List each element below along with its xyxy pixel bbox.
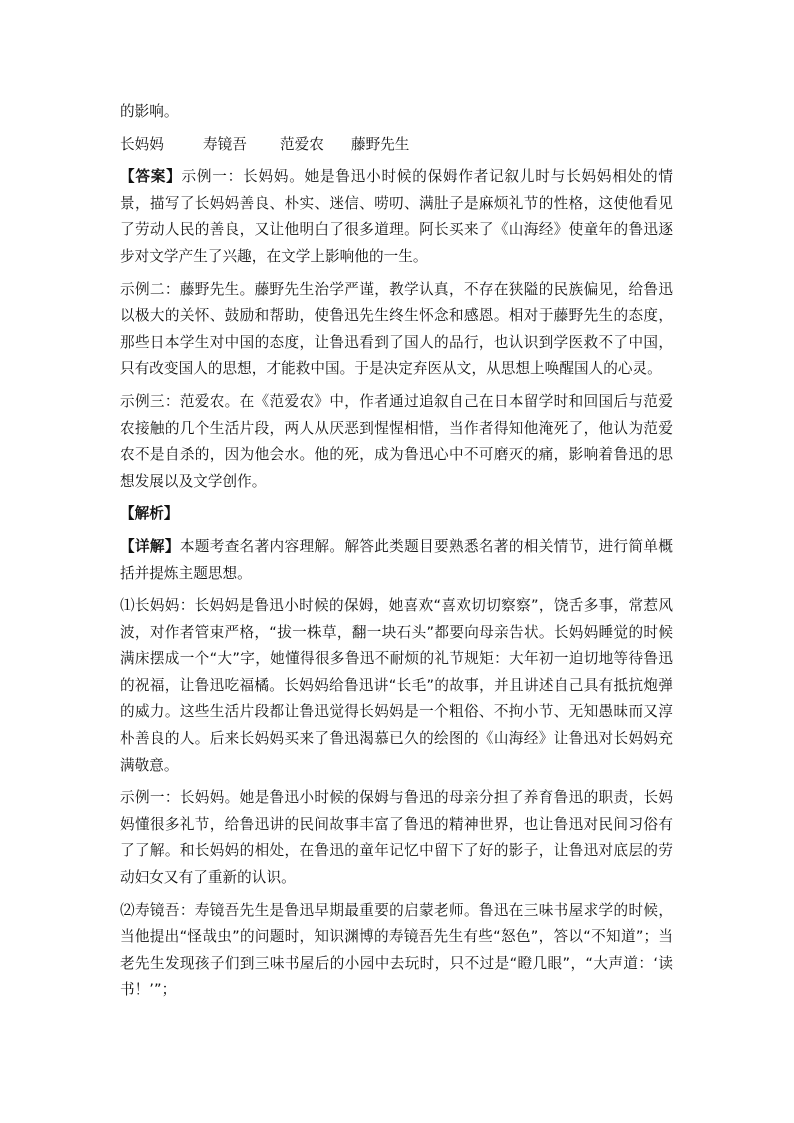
- analysis-label: 【解析】: [120, 505, 179, 523]
- analysis-item-1-example: 示例一：长妈妈。她是鲁迅小时候的保姆与鲁迅的母亲分担了养育鲁迅的职责，长妈妈懂很多礼节，给鲁迅讲的民间故事丰富了鲁迅的精神世界，也让鲁迅对民间习俗有了了解。和长妈妈的相处，在鲁迅的童年记忆中留下了好的影子，让鲁迅对底层的劳动妇女又有了重新的认识。: [120, 789, 673, 887]
- document-body: [120, 99, 673, 1010]
- intro-tail: 的影响。: [120, 103, 179, 120]
- analysis-detail-text: 本题考查名著内容理解。解答此类题目要熟悉名著的相关情节，进行简单概括并提炼主题思想。: [120, 537, 674, 582]
- name-changmama: 长妈妈: [120, 135, 164, 153]
- answer-example-3: 示例三：范爱农。在《范爱农》中，作者通过追叙自己在日本留学时和回国后与范爱农接触的几个生活片段，两人从厌恶到惺惺相惜，当作者得知他淹死了，他认为范爱农不是自杀的，因为他会水。他的死，成为鲁迅心中不可磨灭的痛，影响着鲁迅的思想发展以及文学创作。: [120, 392, 673, 490]
- analysis-item-1: ⑴长妈妈：长妈妈是鲁迅小时候的保姆，她喜欢“喜欢切切察察”，饶舌多事，常惹风波，对作者管束严格，“拔一株草，翻一块石头”都要向母亲告状。长妈妈睡觉的时候满床摆成一个“大”字，她懂得很多鲁迅不耐烦的礼节规矩：大年初一迫切地等待鲁迅的祝福，让鲁迅吃福橘。长妈妈给鲁迅讲“长毛”的故事，并且讲述自己具有抵抗炮弹的威力。这些生活片段都让鲁迅觉得长妈妈是一个粗俗、不拘小节、无知愚昧而又淳朴善良的人。后来长妈妈买来了鲁迅渴慕已久的绘图的《山海经》让鲁迅对长妈妈充满敬意。: [120, 597, 673, 774]
- answer-example-1: [120, 164, 673, 270]
- answer-example-1-text: 示例一：长妈妈。她是鲁迅小时候的保姆作者记叙儿时与长妈妈相处的情景，描写了长妈妈善良、朴实、迷信、唠叨、满肚子是麻烦礼节的性格，这使他看见了劳动人民的善良，又让他明白了很多道理。阿长买来了《山海经》使童年的鲁迅逐步对文学产生了兴趣，在文学上影响他的一生。: [120, 168, 673, 265]
- analysis-detail: [120, 534, 673, 587]
- detail-label: 【详解】: [120, 537, 180, 555]
- name-fanainong: 范爱农: [280, 135, 324, 153]
- analysis-item-2: ⑵寿镜吾：寿镜吾先生是鲁迅早期最重要的启蒙老师。鲁迅在三味书屋求学的时候，当他提出“怪哉虫”的问题时，知识渊博的寿镜吾先生有些“怒色”，答以“不知道”；当老先生发现孩子们到三味书屋后的小园中去玩时，只不过是“瞪几眼”，“大声道：‘读书！’”；: [120, 901, 673, 999]
- name-list: [120, 132, 673, 159]
- answer-example-2: 示例二：藤野先生。藤野先生治学严谨，教学认真，不存在狭隘的民族偏见，给鲁迅以极大的关怀、鼓励和帮助，使鲁迅先生终生怀念和感恩。相对于藤野先生的态度，那些日本学生对中国的态度，让鲁迅看到了国人的品行，也认识到学医救不了中国，只有改变国人的思想，才能救中国。于是决定弃医从文，从思想上唤醒国人的心灵。: [120, 280, 673, 378]
- name-tengye: 藤野先生: [351, 135, 410, 153]
- answer-label: 【答案】: [120, 168, 182, 186]
- name-shoujingwu: 寿镜吾: [203, 135, 247, 153]
